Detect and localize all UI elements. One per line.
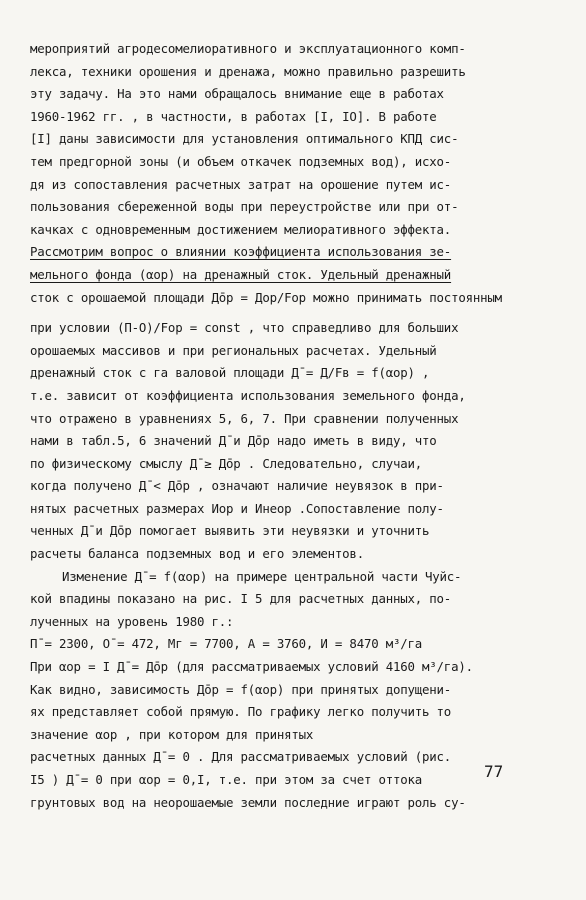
text-line: пользования сбереженной воды при переустройстве или при от- bbox=[30, 199, 459, 215]
text-line: Изменение Д̄ = f(αор) на примере центральной части Чуйс- bbox=[62, 568, 462, 584]
text-line: кой впадины показано на рис. I 5 для расчетных данных, по- bbox=[30, 591, 452, 607]
text-line: нятых расчетных размерах Иор и Инеор .Сопоставление полу- bbox=[30, 500, 444, 516]
text-line: ченных Д̄ и Д̄ор помогает выявить эти неувязки и уточнить bbox=[30, 523, 430, 539]
text-line: лученных на уровень 1980 г.: bbox=[30, 613, 234, 629]
text-line: расчетных данных Д̄ = 0 . Для рассматриваемых условий (рис. bbox=[30, 749, 452, 765]
text-line: нами в табл.5, 6 значений Д̄ и Д̄ор надо иметь в виду, что bbox=[30, 433, 437, 449]
text-line: I5 ) Д̄ = 0 при αор = 0,I, т.е. при этом за счет оттока bbox=[30, 772, 423, 787]
text-line: 1960-1962 гг. , в частности, в работах [I, IO]. В работе bbox=[30, 108, 437, 124]
page-number: 77 bbox=[484, 762, 504, 781]
text-line: тем предгорной зоны (и объем откачек подземных вод), исхо- bbox=[30, 153, 452, 169]
text-line: что отражено в уравнениях 5, 6, 7. При сравнении полученных bbox=[30, 410, 459, 426]
text-line: сток с орошаемой площади Д̄ор = Дор/Fор можно принимать постоянным bbox=[30, 289, 502, 305]
text-line: [I] даны зависимости для установления оптимального КПД сис- bbox=[30, 131, 459, 147]
text-line: дя из сопоставления расчетных затрат на орошение путем ис- bbox=[30, 176, 452, 192]
text-line: т.е. зависит от коэффициента использования земельного фонда, bbox=[30, 387, 466, 403]
text-line: по физическому смыслу Д̄ ≥ Д̄ор . Следовательно, случаи, bbox=[30, 455, 423, 471]
text-line: грунтовых вод на неорошаемые земли последние играют роль су- bbox=[30, 794, 466, 810]
text-line: При αор = I Д̄ = Д̄ор (для рассматриваемых условий 4160 м³/га). bbox=[30, 659, 473, 675]
text-line: при условии (П-О)/Fор = const , что справедливо для больших bbox=[30, 320, 459, 336]
text-line: П̄ = 2300, О̄ = 472, Мг = 7700, А = 3760, И = 8470 м³/га bbox=[30, 636, 423, 652]
text-line: Рассмотрим вопрос о влиянии коэффициента использования зе- bbox=[30, 244, 452, 260]
text-line: эту задачу. На это нами обращалось внимание еще в работах bbox=[30, 86, 444, 102]
text-line: Как видно, зависимость Д̄ор = f(αор) при принятых допущени- bbox=[30, 681, 452, 697]
text-line: дренажный сток с га валовой площади Д̄ = Д/Fв = f(αор) , bbox=[30, 365, 430, 381]
text-line: расчеты баланса подземных вод и его элементов. bbox=[30, 546, 364, 562]
text-line: мельного фонда (αор) на дренажный сток. Удельный дренажный bbox=[30, 266, 452, 282]
text-line: мероприятий агродесомелиоративного и эксплуатационного комп- bbox=[30, 41, 466, 56]
text-line: ях представляет собой прямую. По графику легко получить то bbox=[30, 704, 452, 720]
text-line: лекса, техники орошения и дренажа, можно правильно разрешить bbox=[30, 63, 466, 79]
text-line: орошаемых массивов и при региональных расчетах. Удельный bbox=[30, 342, 437, 358]
text-line: значение αор , при котором для принятых bbox=[30, 726, 314, 742]
text-line: качках с одновременным достижением мелиоративного эффекта. bbox=[30, 221, 452, 237]
text-line: когда получено Д̄ < Д̄ор , означают наличие неувязок в при- bbox=[30, 478, 444, 494]
